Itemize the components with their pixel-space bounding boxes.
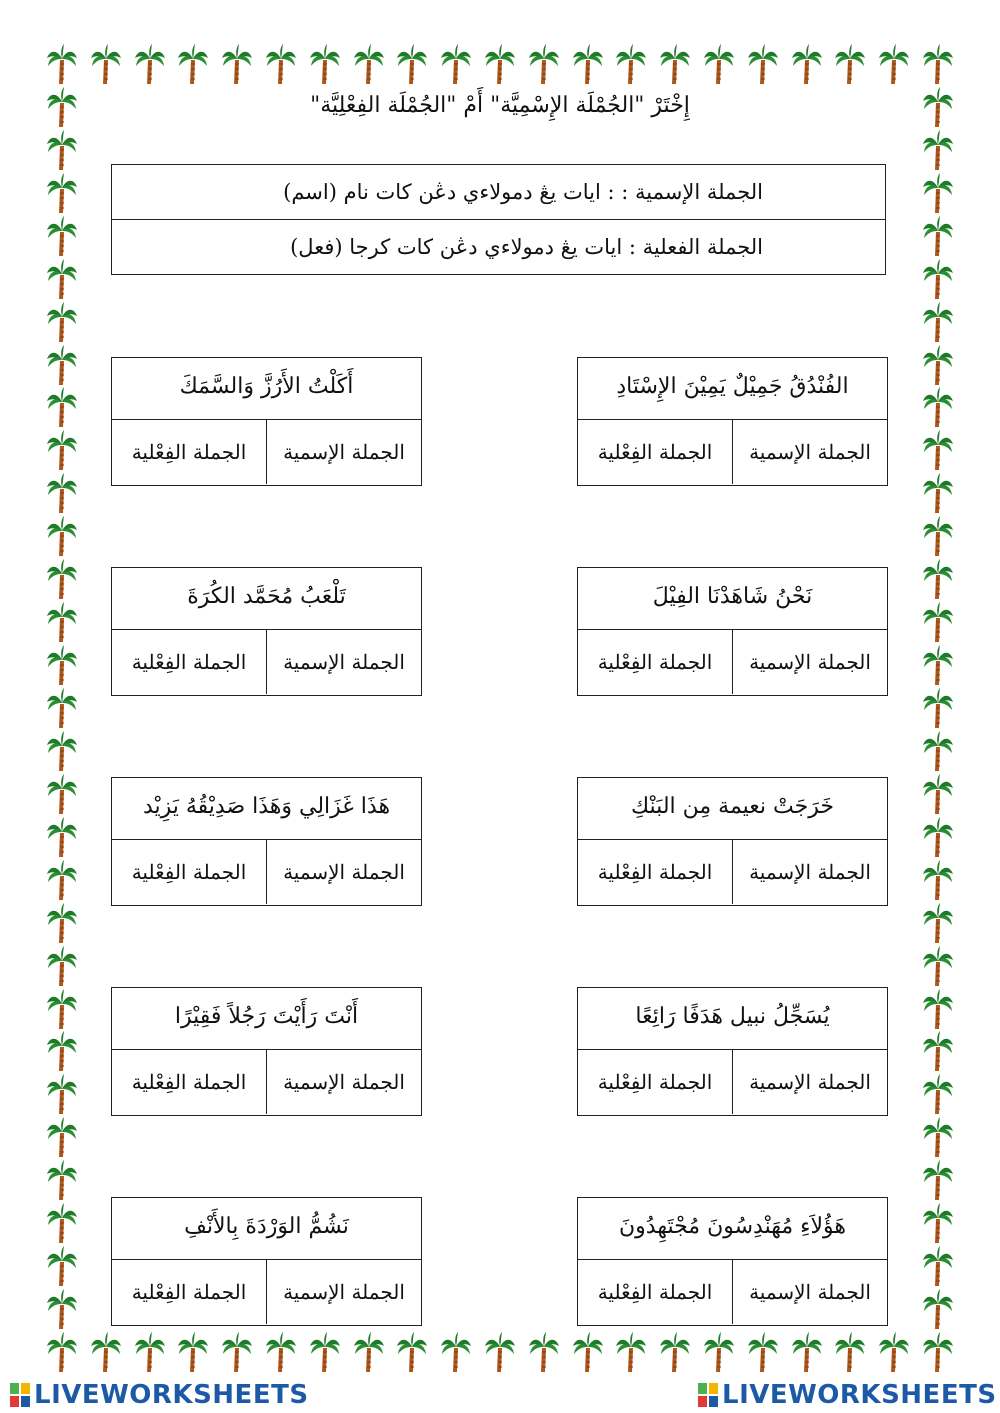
answer-options <box>112 420 421 484</box>
palm-tree-icon <box>923 1031 953 1071</box>
palm-tree-icon <box>266 1332 296 1372</box>
palm-tree-icon <box>47 1160 77 1200</box>
palm-tree-icon <box>923 1074 953 1114</box>
palm-tree-icon <box>923 302 953 342</box>
palm-tree-icon <box>879 1332 909 1372</box>
palm-tree-icon <box>47 130 77 170</box>
palm-tree-icon <box>923 345 953 385</box>
palm-tree-icon <box>47 173 77 213</box>
palm-tree-icon <box>923 216 953 256</box>
palm-tree-icon <box>47 989 77 1029</box>
palm-tree-icon <box>47 302 77 342</box>
option-ismiyya[interactable]: الجملة الإسمية <box>749 440 871 464</box>
question-card <box>111 567 422 696</box>
palm-tree-icon <box>923 516 953 556</box>
palm-tree-icon <box>397 44 427 84</box>
palm-tree-icon <box>923 688 953 728</box>
answer-options <box>578 1050 887 1114</box>
palm-tree-icon <box>47 774 77 814</box>
option-ismiyya[interactable]: الجملة الإسمية <box>283 650 405 674</box>
option-filiyya[interactable]: الجملة الفِعْلية <box>578 630 733 694</box>
answer-options <box>112 1050 421 1114</box>
question-sentence: هَذَا غَزَالِي وَهَذَا صَدِيْقُهُ يَزِيْد <box>112 778 421 840</box>
answer-options <box>578 840 887 904</box>
option-filiyya[interactable]: الجملة الفِعْلية <box>112 840 267 904</box>
palm-tree-icon <box>923 774 953 814</box>
option-filiyya[interactable]: الجملة الفِعْلية <box>578 840 733 904</box>
palm-tree-icon <box>923 473 953 513</box>
palm-tree-icon <box>879 44 909 84</box>
palm-tree-icon <box>660 1332 690 1372</box>
liveworksheets-logo-right <box>698 1380 997 1410</box>
palm-tree-icon <box>47 216 77 256</box>
option-filiyya[interactable]: الجملة الفِعْلية <box>578 420 733 484</box>
palm-tree-icon <box>573 44 603 84</box>
question-card <box>577 567 888 696</box>
palm-tree-icon <box>222 44 252 84</box>
option-ismiyya[interactable]: الجملة الإسمية <box>283 440 405 464</box>
option-ismiyya[interactable]: الجملة الإسمية <box>283 860 405 884</box>
palm-tree-icon <box>923 903 953 943</box>
palm-tree-icon <box>748 44 778 84</box>
palm-tree-icon <box>47 259 77 299</box>
palm-tree-icon <box>529 1332 559 1372</box>
palm-tree-icon <box>47 345 77 385</box>
answer-options <box>112 630 421 694</box>
palm-tree-icon <box>441 44 471 84</box>
palm-tree-icon <box>923 1246 953 1286</box>
palm-tree-icon <box>792 1332 822 1372</box>
palm-tree-icon <box>616 1332 646 1372</box>
question-card <box>111 777 422 906</box>
palm-tree-icon <box>529 44 559 84</box>
palm-tree-icon <box>91 1332 121 1372</box>
palm-tree-icon <box>923 1332 953 1372</box>
palm-tree-icon <box>47 860 77 900</box>
question-card <box>577 777 888 906</box>
question-card <box>577 357 888 486</box>
palm-tree-icon <box>47 688 77 728</box>
palm-tree-icon <box>397 1332 427 1372</box>
answer-options <box>112 1260 421 1324</box>
palm-tree-icon <box>47 430 77 470</box>
palm-tree-icon <box>748 1332 778 1372</box>
palm-tree-icon <box>923 87 953 127</box>
question-card <box>577 987 888 1116</box>
answer-options <box>578 630 887 694</box>
palm-tree-icon <box>660 44 690 84</box>
palm-tree-icon <box>354 1332 384 1372</box>
palm-tree-icon <box>923 387 953 427</box>
worksheet-title: إِخْتَرْ "الجُمْلَة الإِسْمِيَّة" أَمْ "الجُمْلَة الفِعْلِيَّة" <box>310 93 690 118</box>
question-sentence: الفُنْدُقُ جَمِيْلٌ يَمِيْنَ الإِسْتَادِ <box>578 358 887 420</box>
palm-tree-icon <box>47 1289 77 1329</box>
question-sentence: أَكَلْتُ الأَرُزَّ وَالسَّمَكَ <box>112 358 421 420</box>
palm-tree-icon <box>47 87 77 127</box>
palm-tree-icon <box>222 1332 252 1372</box>
question-sentence: نَحْنُ شَاهَدْنَا الفِيْلَ <box>578 568 887 630</box>
option-filiyya[interactable]: الجملة الفِعْلية <box>112 1050 267 1114</box>
palm-tree-icon <box>47 1332 77 1372</box>
palm-tree-icon <box>485 1332 515 1372</box>
palm-tree-icon <box>47 903 77 943</box>
palm-tree-icon <box>923 645 953 685</box>
palm-tree-icon <box>266 44 296 84</box>
palm-tree-icon <box>47 1246 77 1286</box>
palm-tree-icon <box>354 44 384 84</box>
palm-tree-icon <box>923 946 953 986</box>
answer-options <box>578 420 887 484</box>
option-ismiyya[interactable]: الجملة الإسمية <box>283 1280 405 1304</box>
palm-tree-icon <box>47 602 77 642</box>
palm-tree-icon <box>310 1332 340 1372</box>
question-card <box>111 357 422 486</box>
question-sentence: خَرَجَتْ نعيمة مِن البَنْكِ <box>578 778 887 840</box>
palm-tree-icon <box>47 1117 77 1157</box>
option-ismiyya[interactable]: الجملة الإسمية <box>749 860 871 884</box>
question-card <box>577 1197 888 1326</box>
option-ismiyya[interactable]: الجملة الإسمية <box>749 1280 871 1304</box>
palm-tree-icon <box>923 817 953 857</box>
palm-tree-icon <box>923 1160 953 1200</box>
option-ismiyya[interactable]: الجملة الإسمية <box>749 1070 871 1094</box>
question-sentence: يُسَجِّلُ نبيل هَدَفًا رَائِعًا <box>578 988 887 1050</box>
palm-tree-icon <box>923 1289 953 1329</box>
answer-options <box>112 840 421 904</box>
question-sentence: نَشُمُّ الوَرْدَةَ بِالأَنْفِ <box>112 1198 421 1260</box>
question-sentence: هَؤُلاَءِ مُهَنْدِسُونَ مُجْتَهِدُونَ <box>578 1198 887 1260</box>
palm-tree-icon <box>47 1203 77 1243</box>
palm-tree-icon <box>47 645 77 685</box>
option-filiyya[interactable]: الجملة الفِعْلية <box>112 1260 267 1324</box>
palm-tree-icon <box>923 1203 953 1243</box>
palm-tree-icon <box>923 173 953 213</box>
palm-tree-icon <box>47 817 77 857</box>
palm-tree-icon <box>310 44 340 84</box>
palm-tree-icon <box>923 44 953 84</box>
palm-tree-icon <box>91 44 121 84</box>
question-sentence: تَلْعَبُ مُحَمَّد الكُرَةَ <box>112 568 421 630</box>
palm-tree-icon <box>47 559 77 599</box>
palm-tree-icon <box>923 860 953 900</box>
definition-ismiyya: الجملة الإسمية : : ايات يڠ دمولاءي دڠن كات نام (اسم) <box>283 180 763 204</box>
definitions-box <box>111 164 886 275</box>
palm-tree-icon <box>616 44 646 84</box>
palm-tree-icon <box>47 516 77 556</box>
palm-tree-icon <box>135 1332 165 1372</box>
palm-tree-icon <box>704 1332 734 1372</box>
liveworksheets-logo-icon <box>10 1383 30 1407</box>
option-ismiyya[interactable]: الجملة الإسمية <box>749 650 871 674</box>
logo-text: LIVEWORKSHEETS <box>34 1380 309 1410</box>
palm-tree-icon <box>47 387 77 427</box>
definition-filiyya: الجملة الفعلية : ايات يڠ دمولاءي دڠن كات كرجا (فعل) <box>112 219 885 274</box>
palm-tree-icon <box>47 946 77 986</box>
palm-tree-icon <box>47 731 77 771</box>
palm-tree-icon <box>47 1074 77 1114</box>
palm-tree-icon <box>135 44 165 84</box>
palm-tree-icon <box>573 1332 603 1372</box>
option-filiyya[interactable]: الجملة الفِعْلية <box>578 1260 733 1324</box>
palm-tree-icon <box>923 430 953 470</box>
option-filiyya[interactable]: الجملة الفِعْلية <box>578 1050 733 1114</box>
option-filiyya[interactable]: الجملة الفِعْلية <box>112 630 267 694</box>
palm-tree-icon <box>835 1332 865 1372</box>
palm-tree-icon <box>485 44 515 84</box>
palm-tree-icon <box>923 1117 953 1157</box>
palm-tree-icon <box>178 1332 208 1372</box>
palm-tree-icon <box>178 44 208 84</box>
liveworksheets-logo-left <box>10 1380 309 1410</box>
palm-tree-icon <box>835 44 865 84</box>
question-sentence: أَنْتَ رَأَيْتَ رَجُلاً فَقِيْرًا <box>112 988 421 1050</box>
palm-tree-icon <box>923 559 953 599</box>
liveworksheets-logo-icon <box>698 1383 718 1407</box>
palm-tree-icon <box>441 1332 471 1372</box>
palm-tree-icon <box>923 989 953 1029</box>
palm-tree-icon <box>792 44 822 84</box>
palm-tree-icon <box>47 1031 77 1071</box>
option-filiyya[interactable]: الجملة الفِعْلية <box>112 420 267 484</box>
palm-tree-icon <box>923 130 953 170</box>
palm-tree-icon <box>704 44 734 84</box>
palm-tree-icon <box>47 44 77 84</box>
palm-tree-icon <box>923 602 953 642</box>
palm-tree-icon <box>923 259 953 299</box>
palm-tree-icon <box>923 731 953 771</box>
answer-options <box>578 1260 887 1324</box>
question-card <box>111 1197 422 1326</box>
logo-text: LIVEWORKSHEETS <box>722 1380 997 1410</box>
palm-tree-icon <box>47 473 77 513</box>
question-card <box>111 987 422 1116</box>
option-ismiyya[interactable]: الجملة الإسمية <box>283 1070 405 1094</box>
